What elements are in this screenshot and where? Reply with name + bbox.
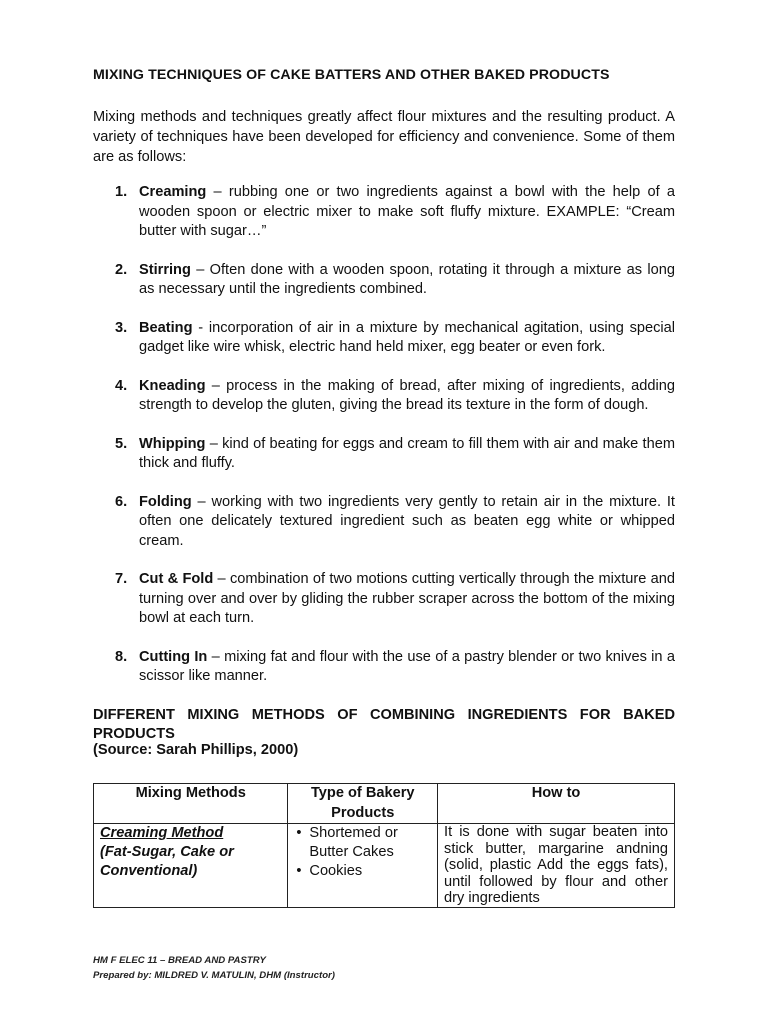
products-list [294, 824, 431, 881]
list-item [93, 648, 675, 687]
list-number: 6. [115, 493, 128, 510]
list-number: 7. [115, 571, 128, 587]
method-cell [94, 824, 288, 908]
document-title: MIXING TECHNIQUES OF CAKE BATTERS AND OTHER BAKED PRODUCTS [93, 67, 610, 83]
method-name: Creaming Method [100, 825, 224, 841]
technique-term: Whipping [139, 435, 206, 452]
list-item [93, 493, 675, 552]
column-header: Type of Bakery Products [288, 784, 438, 824]
technique-term: Cutting In [139, 648, 208, 665]
column-header: Mixing Methods [94, 784, 288, 824]
page-footer [93, 953, 335, 983]
howto-cell: It is done with sugar beaten into stick butter, margarine andning (solid, plastic Add the eggs fats), until followed by flour and other dry ingredients [438, 824, 675, 908]
list-item [93, 435, 675, 474]
technique-description: – kind of beating for eggs and cream to fill them with air and make them thick and fluffy. [139, 435, 675, 471]
list-number: 3. [115, 319, 128, 336]
technique-description: – rubbing one or two ingredients against a bowl with the help of a wooden spoon or electric mixer to make soft fluffy mixture. EXAMPLE: “Cream butter with sugar…” [139, 184, 675, 239]
list-item [93, 261, 675, 300]
list-item [93, 570, 675, 629]
list-item [93, 319, 675, 358]
list-number: 2. [115, 261, 128, 278]
technique-description: – Often done with a wooden spoon, rotating it through a mixture as long as necessary until the ingredients combined. [139, 261, 675, 297]
technique-description: – mixing fat and flour with the use of a pastry blender or two knives in a scissor like manner. [139, 648, 675, 684]
list-item [93, 183, 675, 242]
technique-term: Beating [139, 319, 193, 336]
source-citation: (Source: Sarah Phillips, 2000) [93, 742, 299, 758]
list-number: 1. [115, 184, 128, 200]
technique-description: – process in the making of bread, after mixing of ingredients, adding strength to develop the gluten, giving the bread its texture in the form of dough. [139, 377, 675, 413]
list-number: 8. [115, 648, 128, 665]
footer-author: Prepared by: MILDRED V. MATULIN, DHM (Instructor) [93, 970, 335, 981]
intro-paragraph: Mixing methods and techniques greatly affect flour mixtures and the resulting product. A variety of techniques have been developed for efficiency and convenience. Some of them are as follows: [93, 109, 675, 165]
footer-course: HM F ELEC 11 – BREAD AND PASTRY [93, 955, 266, 966]
techniques-list [93, 183, 675, 687]
method-alt-name: (Fat-Sugar, Cake or Conventional) [100, 844, 234, 879]
column-header: How to [438, 784, 675, 824]
list-item [93, 377, 675, 416]
technique-term: Stirring [139, 261, 191, 278]
technique-description: – working with two ingredients very gently to retain air in the mixture. It often one delicately textured ingredient such as beaten egg white or whipped cream. [139, 493, 675, 549]
technique-term: Folding [139, 493, 192, 510]
list-item: • Cookies [294, 862, 431, 881]
technique-term: Cut & Fold [139, 571, 214, 587]
list-number: 5. [115, 435, 128, 452]
list-item: • Shortemed or Butter Cakes [294, 824, 431, 862]
table-row [94, 824, 675, 908]
section-heading: DIFFERENT MIXING METHODS OF COMBINING INGREDIENTS FOR BAKED PRODUCTS [93, 707, 675, 742]
table-header-row [94, 784, 675, 824]
products-cell [288, 824, 438, 908]
technique-description: – combination of two motions cutting vertically through the mixture and turning over and over by gliding the rubber scraper across the bottom of the mixing bowl at each turn. [139, 571, 675, 626]
list-number: 4. [115, 377, 128, 394]
technique-description: - incorporation of air in a mixture by mechanical agitation, using special gadget like wire whisk, electric hand held mixer, egg beater or even fork. [139, 319, 675, 355]
technique-term: Kneading [139, 377, 206, 394]
mixing-methods-table [93, 783, 675, 908]
technique-term: Creaming [139, 184, 207, 200]
